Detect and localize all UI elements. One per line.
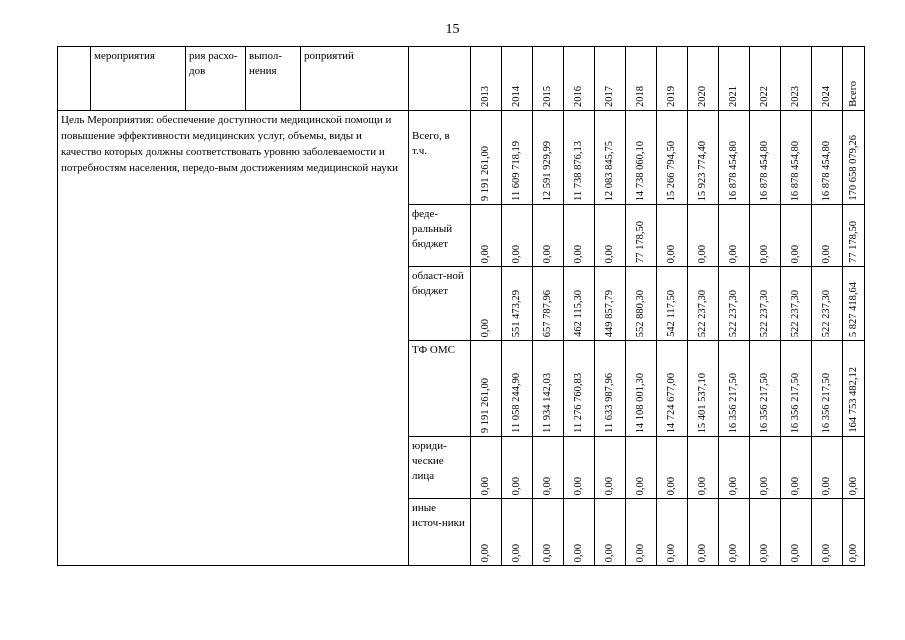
- value-cell: [533, 111, 564, 205]
- value-cell-text: 522 237,30: [727, 289, 739, 337]
- value-cell-text: 0,00: [479, 244, 491, 263]
- value-cell-text: 9 191 261,00: [479, 145, 491, 201]
- value-cell-text: 0,00: [789, 476, 801, 495]
- value-cell: [471, 437, 502, 499]
- value-cell: [750, 267, 781, 341]
- value-cell: [812, 205, 843, 267]
- value-cell-text: 14 108 001,30: [634, 372, 646, 433]
- value-cell-text: 11 934 142,03: [541, 373, 553, 433]
- value-cell-text: 462 115,30: [572, 290, 584, 337]
- value-cell-text: 16 878 454,80: [727, 140, 739, 201]
- header-cell: [58, 47, 91, 111]
- value-cell-text: 0,00: [820, 476, 832, 495]
- value-cell: [843, 205, 865, 267]
- value-cell: [595, 437, 626, 499]
- year-header-cell-text: Всего: [847, 81, 859, 107]
- value-cell: [595, 111, 626, 205]
- value-cell-text: 0,00: [510, 476, 522, 495]
- value-cell-text: 15 266 794,50: [665, 140, 677, 201]
- value-cell: [688, 437, 719, 499]
- source-cell: [409, 267, 471, 341]
- value-cell-text: 542 117,50: [665, 290, 677, 337]
- source-label: феде-ральный бюджет: [412, 208, 453, 250]
- year-header-cell: [657, 47, 688, 111]
- value-cell-text: 77 178,50: [634, 221, 646, 263]
- value-cell: [471, 205, 502, 267]
- year-header-cell-text: 2016: [572, 86, 584, 107]
- value-cell: [533, 341, 564, 437]
- value-cell: [502, 437, 533, 499]
- value-cell-text: 16 356 217,50: [820, 372, 832, 433]
- value-cell-text: 170 658 079,26: [847, 135, 859, 201]
- value-cell: [564, 205, 595, 267]
- value-cell-text: 449 857,79: [603, 289, 615, 337]
- value-cell-text: 0,00: [541, 543, 553, 562]
- value-cell: [502, 111, 533, 205]
- value-cell: [502, 499, 533, 566]
- value-cell-text: 16 878 454,80: [789, 140, 801, 201]
- value-cell-text: 0,00: [789, 244, 801, 263]
- value-cell: [502, 341, 533, 437]
- value-cell-text: 522 237,30: [696, 289, 708, 337]
- header-cell: [246, 47, 301, 111]
- value-cell-text: 522 237,30: [820, 289, 832, 337]
- value-cell: [471, 341, 502, 437]
- value-cell: [502, 267, 533, 341]
- year-header-cell-text: 2020: [696, 86, 708, 107]
- value-cell-text: 0,00: [665, 476, 677, 495]
- value-cell: [812, 437, 843, 499]
- header-cell-text: выпол-нения: [249, 50, 282, 77]
- value-cell: [812, 341, 843, 437]
- value-cell-text: 15 401 537,10: [696, 372, 708, 433]
- year-header-cell-text: 2015: [541, 86, 553, 107]
- year-header-cell-text: 2023: [789, 86, 801, 107]
- value-cell-text: 0,00: [665, 244, 677, 263]
- year-header-cell: [502, 47, 533, 111]
- value-cell-text: 15 923 774,40: [696, 140, 708, 201]
- value-cell: [626, 205, 657, 267]
- header-cell: [301, 47, 409, 111]
- value-cell-text: 0,00: [479, 543, 491, 562]
- year-header-cell-text: 2014: [510, 86, 522, 107]
- value-cell: [657, 341, 688, 437]
- value-cell: [564, 111, 595, 205]
- value-cell-text: 0,00: [541, 476, 553, 495]
- value-cell-text: 0,00: [758, 244, 770, 263]
- value-cell: [781, 437, 812, 499]
- page-number: 15: [445, 22, 460, 37]
- value-cell: [502, 205, 533, 267]
- year-header-cell-text: 2022: [758, 86, 770, 107]
- value-cell-text: 16 356 217,50: [727, 372, 739, 433]
- year-header-cell-text: 2018: [634, 86, 646, 107]
- value-cell: [781, 111, 812, 205]
- source-cell: [409, 437, 471, 499]
- value-cell-text: 5 827 418,64: [847, 281, 859, 337]
- value-cell-text: 0,00: [847, 543, 859, 562]
- value-cell: [843, 267, 865, 341]
- value-cell-text: 0,00: [510, 244, 522, 263]
- value-cell: [626, 437, 657, 499]
- year-header-cell-text: 2021: [727, 86, 739, 107]
- value-cell-text: 0,00: [665, 543, 677, 562]
- value-cell-text: 0,00: [572, 244, 584, 263]
- value-cell: [719, 111, 750, 205]
- value-cell-text: 0,00: [696, 476, 708, 495]
- value-cell-text: 11 633 987,96: [603, 373, 615, 433]
- value-cell: [781, 205, 812, 267]
- funding-row: [58, 111, 865, 205]
- budget-table: [57, 46, 865, 566]
- value-cell: [719, 205, 750, 267]
- year-header-cell: [719, 47, 750, 111]
- goal-cell: [58, 111, 409, 566]
- value-cell-text: 522 237,30: [789, 289, 801, 337]
- year-header-cell: [626, 47, 657, 111]
- value-cell: [626, 267, 657, 341]
- year-header-cell: [781, 47, 812, 111]
- value-cell: [750, 111, 781, 205]
- value-cell: [750, 341, 781, 437]
- value-cell-text: 0,00: [603, 476, 615, 495]
- value-cell: [471, 111, 502, 205]
- value-cell-text: 16 356 217,50: [789, 372, 801, 433]
- value-cell: [564, 437, 595, 499]
- value-cell-text: 164 753 482,12: [847, 367, 859, 433]
- value-cell: [595, 341, 626, 437]
- value-cell: [719, 341, 750, 437]
- source-label: иные источ-ники: [412, 502, 465, 529]
- value-cell: [657, 499, 688, 566]
- value-cell-text: 12 083 845,75: [603, 140, 615, 201]
- value-cell-text: 0,00: [510, 543, 522, 562]
- source-cell: [409, 499, 471, 566]
- header-cell-text: [409, 47, 470, 51]
- value-cell: [750, 499, 781, 566]
- header-cell-text: роприятий: [304, 50, 354, 62]
- value-cell: [533, 437, 564, 499]
- value-cell: [657, 205, 688, 267]
- value-cell: [533, 267, 564, 341]
- value-cell: [843, 111, 865, 205]
- year-header-cell: [812, 47, 843, 111]
- value-cell: [719, 437, 750, 499]
- value-cell-text: 0,00: [758, 543, 770, 562]
- value-cell: [564, 341, 595, 437]
- value-cell-text: 16 356 217,50: [758, 372, 770, 433]
- value-cell-text: 0,00: [603, 244, 615, 263]
- value-cell-text: 0,00: [847, 476, 859, 495]
- value-cell: [812, 111, 843, 205]
- source-cell: [409, 205, 471, 267]
- value-cell-text: 552 880,30: [634, 289, 646, 337]
- header-cell-text: мероприятия: [94, 50, 155, 62]
- value-cell-text: 0,00: [634, 543, 646, 562]
- value-cell-text: 0,00: [479, 476, 491, 495]
- year-header-cell: [595, 47, 626, 111]
- value-cell-text: 12 591 929,99: [541, 140, 553, 201]
- value-cell: [533, 205, 564, 267]
- value-cell-text: 522 237,30: [758, 289, 770, 337]
- year-header-cell-text: 2017: [603, 86, 615, 107]
- value-cell: [843, 499, 865, 566]
- value-cell: [657, 437, 688, 499]
- value-cell: [688, 499, 719, 566]
- value-cell-text: 0,00: [727, 244, 739, 263]
- value-cell-text: 11 058 244,90: [510, 373, 522, 433]
- value-cell-text: 0,00: [696, 244, 708, 263]
- value-cell: [688, 205, 719, 267]
- value-cell-text: 0,00: [572, 543, 584, 562]
- value-cell: [657, 111, 688, 205]
- goal-text: Цель Мероприятия: обеспечение доступности медицинской помощи и повышение эффективности медицинских услуг, объемы, виды и качество которых должны соответствовать уровню заболеваемости и потребностям населения, передо-вым достижениям медицинской науки: [61, 114, 398, 174]
- header-cell-text: рия расхо-дов: [189, 50, 238, 77]
- source-cell: [409, 111, 471, 205]
- value-cell: [657, 267, 688, 341]
- source-label: област-ной бюджет: [412, 270, 464, 297]
- value-cell: [750, 437, 781, 499]
- value-cell: [471, 267, 502, 341]
- value-cell-text: 0,00: [820, 543, 832, 562]
- value-cell-text: 14 724 677,00: [665, 372, 677, 433]
- value-cell: [564, 499, 595, 566]
- value-cell-text: 16 878 454,80: [820, 140, 832, 201]
- value-cell-text: 11 609 718,19: [510, 141, 522, 201]
- header-row: [58, 47, 865, 111]
- year-header-cell-text: 2013: [479, 86, 491, 107]
- value-cell-text: 11 276 760,83: [572, 373, 584, 433]
- value-cell-text: 551 473,29: [510, 289, 522, 337]
- value-cell: [564, 267, 595, 341]
- header-cell: [409, 47, 471, 111]
- source-label: Всего, в т.ч.: [412, 130, 450, 157]
- year-header-cell: [843, 47, 865, 111]
- value-cell-text: 0,00: [572, 476, 584, 495]
- value-cell: [843, 437, 865, 499]
- year-header-cell: [533, 47, 564, 111]
- value-cell: [812, 499, 843, 566]
- value-cell: [843, 341, 865, 437]
- source-label: ТФ ОМС: [412, 344, 455, 356]
- header-cell: [91, 47, 186, 111]
- value-cell-text: 657 787,96: [541, 289, 553, 337]
- value-cell: [719, 499, 750, 566]
- value-cell: [781, 341, 812, 437]
- value-cell: [812, 267, 843, 341]
- value-cell-text: 0,00: [696, 543, 708, 562]
- value-cell: [533, 499, 564, 566]
- year-header-cell-text: 2024: [820, 86, 832, 107]
- value-cell: [626, 499, 657, 566]
- year-header-cell: [750, 47, 781, 111]
- value-cell: [595, 267, 626, 341]
- value-cell-text: 9 191 261,00: [479, 377, 491, 433]
- value-cell: [688, 111, 719, 205]
- value-cell-text: 11 738 876,13: [572, 141, 584, 201]
- source-cell: [409, 341, 471, 437]
- value-cell: [750, 205, 781, 267]
- value-cell-text: 0,00: [479, 318, 491, 337]
- value-cell-text: 14 738 060,10: [634, 140, 646, 201]
- value-cell-text: 0,00: [634, 476, 646, 495]
- value-cell: [719, 267, 750, 341]
- value-cell-text: 0,00: [789, 543, 801, 562]
- value-cell: [781, 499, 812, 566]
- value-cell: [688, 267, 719, 341]
- value-cell: [688, 341, 719, 437]
- value-cell-text: 0,00: [727, 543, 739, 562]
- value-cell: [626, 341, 657, 437]
- header-cell: [186, 47, 246, 111]
- year-header-cell-text: 2019: [665, 86, 677, 107]
- value-cell-text: 16 878 454,80: [758, 140, 770, 201]
- year-header-cell: [471, 47, 502, 111]
- year-header-cell: [688, 47, 719, 111]
- value-cell: [781, 267, 812, 341]
- value-cell: [595, 205, 626, 267]
- value-cell-text: 0,00: [541, 244, 553, 263]
- value-cell-text: 0,00: [603, 543, 615, 562]
- year-header-cell: [564, 47, 595, 111]
- header-cell-text: [58, 47, 90, 51]
- value-cell-text: 77 178,50: [847, 221, 859, 263]
- value-cell-text: 0,00: [758, 476, 770, 495]
- value-cell: [626, 111, 657, 205]
- value-cell: [471, 499, 502, 566]
- value-cell: [595, 499, 626, 566]
- source-label: юриди-ческие лица: [412, 440, 447, 482]
- value-cell-text: 0,00: [727, 476, 739, 495]
- value-cell-text: 0,00: [820, 244, 832, 263]
